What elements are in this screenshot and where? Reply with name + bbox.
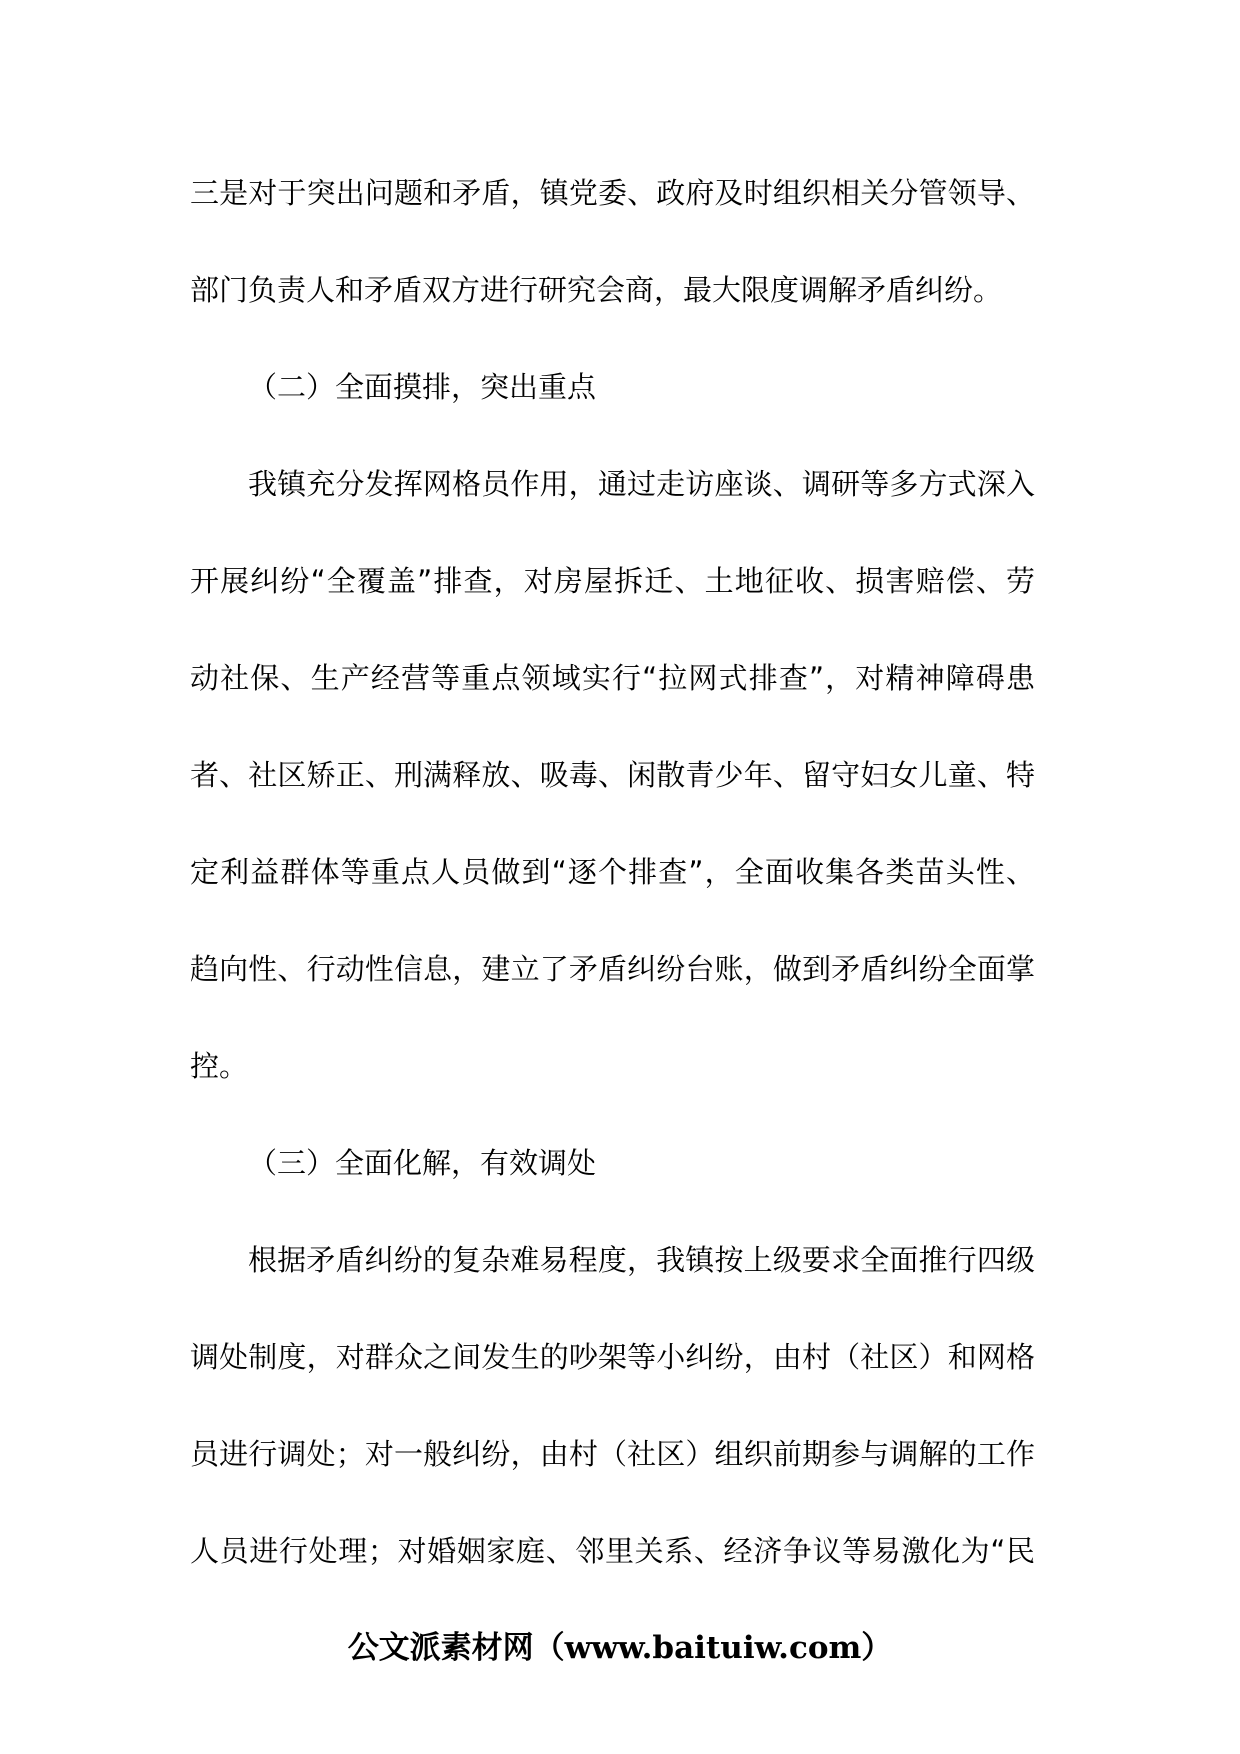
section-heading: （三）全面化解，有效调处 bbox=[248, 1146, 597, 1180]
paragraph-line: 我镇充分发挥网格员作用，通过走访座谈、调研等多方式深入 bbox=[248, 467, 1035, 501]
paragraph-line: 开展纠纷“全覆盖”排查，对房屋拆迁、土地征收、损害赔偿、劳 bbox=[190, 564, 1035, 598]
paragraph-line: 动社保、生产经营等重点领域实行“拉网式排查”，对精神障碍患 bbox=[190, 661, 1035, 695]
paragraph-line: 控。 bbox=[190, 1049, 249, 1083]
footer-watermark: 公文派素材网（www.baituiw.com） bbox=[347, 1630, 893, 1666]
paragraph-line: 人员进行处理；对婚姻家庭、邻里关系、经济争议等易激化为“民 bbox=[190, 1534, 1035, 1568]
paragraph-line: 定利益群体等重点人员做到“逐个排查”，全面收集各类苗头性、 bbox=[190, 855, 1035, 889]
paragraph-line: 根据矛盾纠纷的复杂难易程度，我镇按上级要求全面推行四级 bbox=[248, 1243, 1035, 1277]
paragraph-line: 者、社区矫正、刑满释放、吸毒、闲散青少年、留守妇女儿童、特 bbox=[190, 758, 1035, 792]
paragraph-line: 趋向性、行动性信息，建立了矛盾纠纷台账，做到矛盾纠纷全面掌 bbox=[190, 952, 1035, 986]
section-heading: （二）全面摸排，突出重点 bbox=[248, 370, 597, 404]
paragraph-line: 部门负责人和矛盾双方进行研究会商，最大限度调解矛盾纠纷。 bbox=[190, 273, 1003, 307]
paragraph-line: 员进行调处；对一般纠纷，由村（社区）组织前期参与调解的工作 bbox=[190, 1437, 1035, 1471]
paragraph-line: 三是对于突出问题和矛盾，镇党委、政府及时组织相关分管领导、 bbox=[190, 176, 1035, 210]
paragraph-line: 调处制度，对群众之间发生的吵架等小纠纷，由村（社区）和网格 bbox=[190, 1340, 1035, 1374]
document-body bbox=[190, 172, 1035, 1627]
